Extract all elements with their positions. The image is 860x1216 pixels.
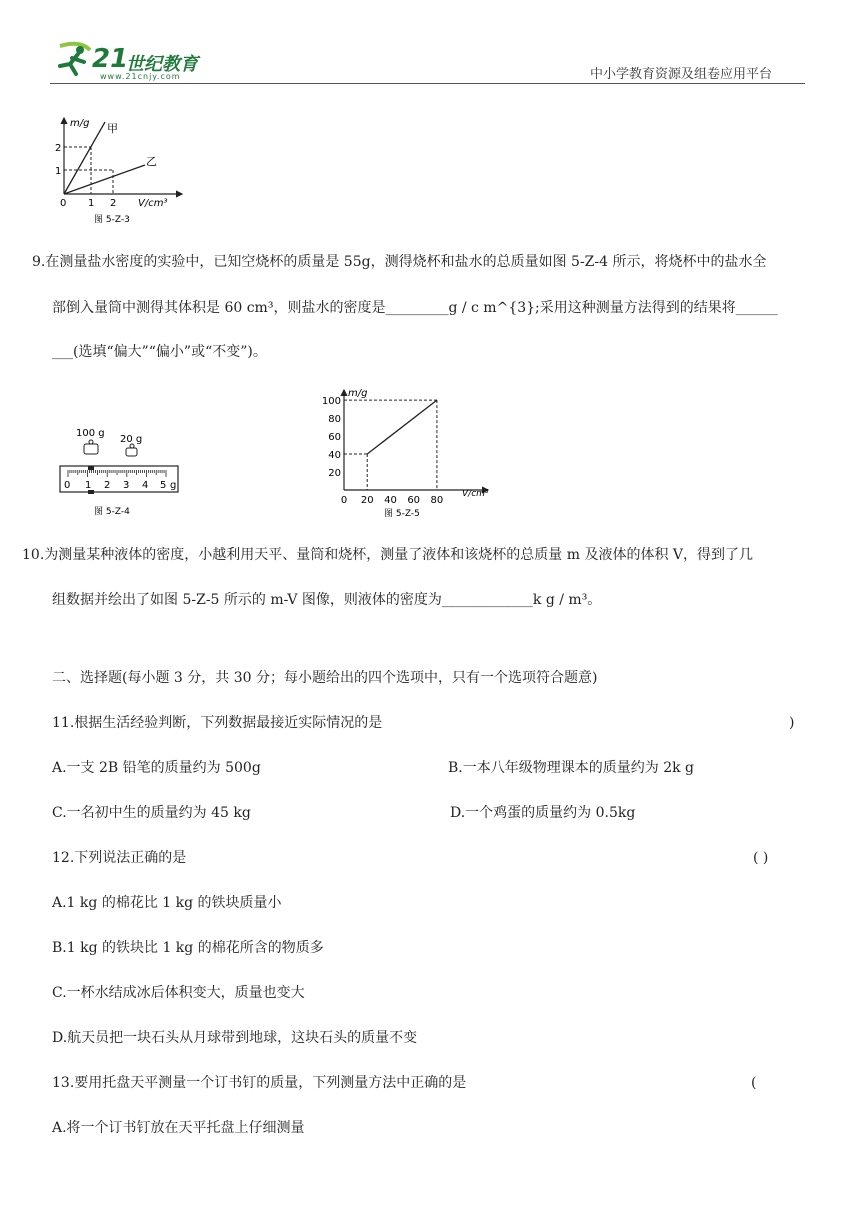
question-10-line-1: 10.为测量某种液体的密度，小越利用天平、量筒和烧杯，测量了液体和该烧杯的总质量 m 及液体的体积 V，得到了几 [22,547,753,563]
y-tick: 40 [328,450,341,462]
figure-caption: 图 5-Z-5 [384,509,420,519]
question-13-stem: 13.要用托盘天平测量一个订书钉的质量，下列测量方法中正确的是 [52,1075,467,1091]
option-a: A.一支 2B 铅笔的质量约为 500g [52,760,261,776]
option-b: B.一本八年级物理课本的质量约为 2k g [448,760,694,776]
logo-url: www.21cnjy.com [100,72,181,81]
answer-bracket: ( ) [753,850,769,866]
weight-20g-icon [126,444,137,456]
option-a: A.1 kg 的棉花比 1 kg 的铁块质量小 [52,895,282,911]
line-jia [64,122,105,194]
question-11-stem: 11.根据生活经验判断，下列数据最接近实际情况的是 [52,715,383,731]
scale-tick-label: 2 [104,480,111,491]
answer-bracket: ) [789,715,795,731]
x-tick: 20 [360,495,374,506]
figure-5-z-5 [318,384,508,524]
x-tick: 2 [110,198,117,209]
x-axis-label: V/cm³ [462,489,489,499]
question-9-line-2: 部倒入量筒中测得其体积是 60 cm³，则盐水的密度是_________g / c m^{3};采用这种测量方法得到的结果将______ [52,300,778,316]
figure-caption: 图 5-Z-3 [94,215,130,225]
figure-caption: 图 5-Z-4 [94,507,130,517]
header-divider [50,83,805,84]
scale-tick-label: 5 [160,480,167,491]
label-jia: 甲 [107,122,118,135]
y-tick: 100 [321,396,341,408]
question-9-line-3: ___(选填“偏大”“偏小”或“不变”)。 [52,344,267,360]
rider-marker [88,466,94,470]
platform-title: 中小学教育资源及组卷应用平台 [590,67,773,82]
x-tick: 1 [88,198,95,209]
y-tick: 80 [328,414,341,426]
scale-tick-label: 0 [64,480,71,491]
logo-text: 世纪教育 [126,54,198,75]
option-d: D.一个鸡蛋的质量约为 0.5kg [450,805,636,821]
scale-tick-label: 3 [123,480,130,491]
y-tick: 1 [55,166,62,177]
question-12-stem: 12.下列说法正确的是 [52,850,187,866]
data-series [367,400,437,454]
y-tick: 60 [328,432,341,444]
x-tick: 0 [60,198,67,209]
logo-number: 21 [92,44,129,74]
option-a: A.将一个订书钉放在天平托盘上仔细测量 [52,1120,305,1136]
question-10-line-2: 组数据并绘出了如图 5-Z-5 所示的 m-V 图像，则液体的密度为_____________k g / m³。 [52,592,602,608]
x-axis-label: V/cm³ [138,198,168,209]
option-c: C.一名初中生的质量约为 45 kg [52,805,251,821]
x-tick: 60 [407,495,421,506]
weight-100g-label: 100 g [76,428,105,439]
x-tick: 0 [340,495,348,506]
y-axis-label: m/g [70,118,90,129]
answer-bracket: ( [751,1075,757,1091]
scale-tick-label: 1 [85,480,92,491]
figure-5-z-4 [56,422,186,522]
label-yi: 乙 [146,155,157,168]
y-tick: 2 [55,143,62,154]
scale-tick-label: 4 [142,480,149,491]
option-d: D.航天员把一块石头从月球带到地球，这块石头的质量不变 [52,1030,418,1046]
y-axis-label: m/g [348,388,368,399]
figure-5-z-3 [50,110,200,230]
weight-20g-label: 20 g [120,434,143,445]
guide-lines [344,400,437,490]
runner-logo-icon [50,40,98,80]
section-2-title: 二、选择题(每小题 3 分，共 30 分；每小题给出的四个选项中，只有一个选项符合题意) [52,670,598,686]
option-b: B.1 kg 的铁块比 1 kg 的棉花所含的物质多 [52,940,324,956]
x-tick: 80 [430,495,444,506]
x-tick: 40 [384,495,397,506]
series-line [367,400,437,454]
y-tick: 20 [328,468,341,480]
question-9-line-1: 9.在测量盐水密度的实验中，已知空烧杯的质量是 55g，测得烧杯和盐水的总质量如图 5-Z-4 所示，将烧杯中的盐水全 [32,254,767,270]
option-c: C.一杯水结成冰后体积变大，质量也变大 [52,985,305,1001]
weight-100g-icon [84,440,98,454]
scale-tick-label: g [170,480,177,491]
line-yi [64,165,145,194]
